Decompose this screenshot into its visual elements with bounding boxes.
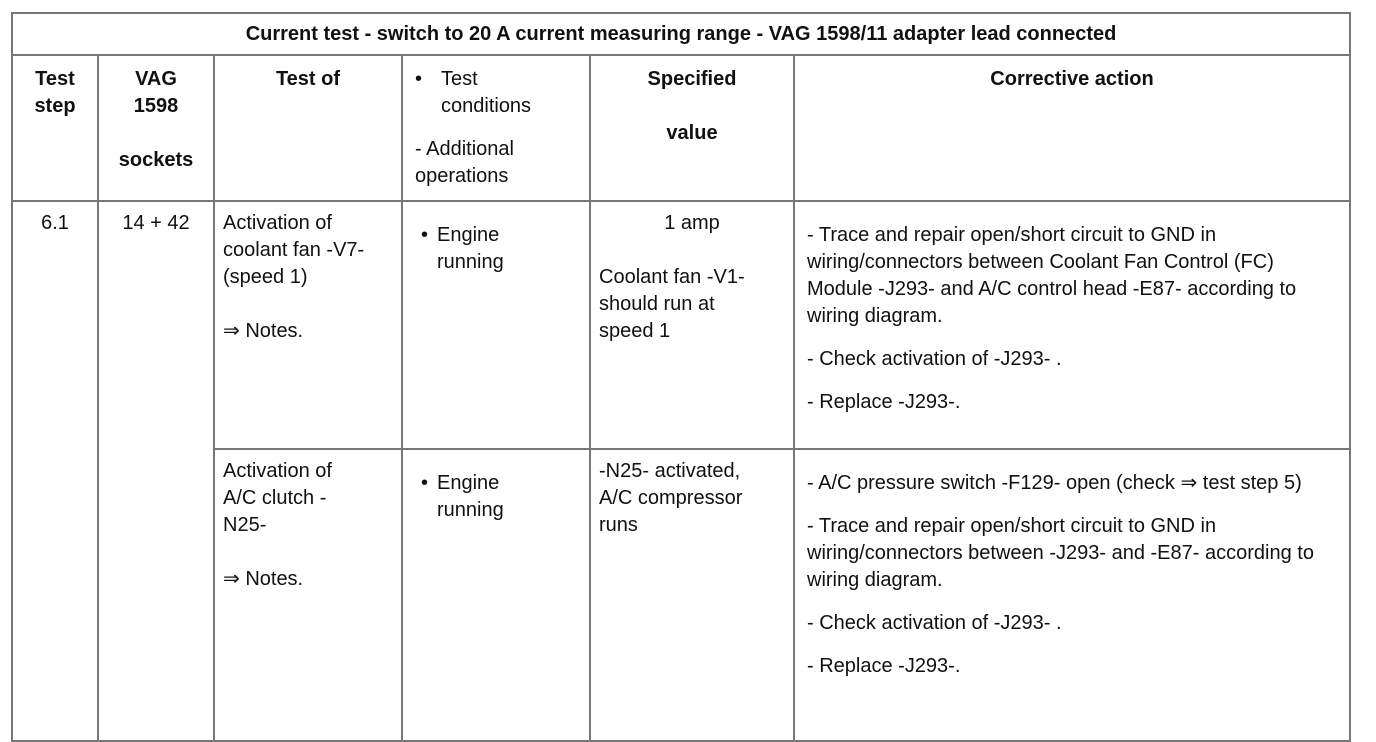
header-test-of: Test of: [214, 55, 402, 201]
table-row: [12, 201, 1350, 449]
table-header-row: [12, 55, 1350, 201]
bullet-icon: •: [421, 224, 429, 246]
conditions-cell: • Engine running: [402, 201, 590, 449]
specified-value-cell: 1 amp Coolant fan -V1- should run at speed 1: [590, 201, 794, 449]
table-title-row: [12, 13, 1350, 55]
test-of-cell: Activation of A/C clutch - N25- ⇒ Notes.: [214, 449, 402, 741]
corrective-action-cell: - A/C pressure switch -F129- open (check ⇒ test step 5) - Trace and repair open/short circuit to GND in wiring/connectors between -J293- and -E87- according to wiring diagram. - Check activation of -J293- . - Replace -J293-.: [794, 449, 1350, 741]
bullet-icon: •: [415, 68, 423, 90]
header-specified-value: Specified value: [590, 55, 794, 201]
table-title: Current test - switch to 20 A current measuring range - VAG 1598/11 adapter lead connected: [12, 13, 1350, 55]
test-step-cell: 6.1: [12, 201, 98, 741]
conditions-cell: • Engine running: [402, 449, 590, 741]
bullet-icon: •: [421, 472, 429, 494]
specified-value-cell: -N25- activated, A/C compressor runs: [590, 449, 794, 741]
sockets-cell: 14 + 42: [98, 201, 214, 741]
header-test-step: Test step: [12, 55, 98, 201]
header-corrective-action: Corrective action: [794, 55, 1350, 201]
notes-link[interactable]: ⇒ Notes.: [223, 320, 304, 342]
test-of-cell: Activation of coolant fan -V7- (speed 1) ⇒ Notes.: [214, 201, 402, 449]
notes-link[interactable]: ⇒ Notes.: [223, 568, 304, 590]
current-test-table: [11, 12, 1351, 742]
corrective-action-cell: - Trace and repair open/short circuit to GND in wiring/connectors between Coolant Fan Control (FC) Module -J293- and A/C control head -E87- according to wiring diagram. - Check activation of -J293- . - Replace -J293-.: [794, 201, 1350, 449]
header-sockets: VAG 1598 sockets: [98, 55, 214, 201]
header-conditions: • Test conditions - Additional operations: [402, 55, 590, 201]
